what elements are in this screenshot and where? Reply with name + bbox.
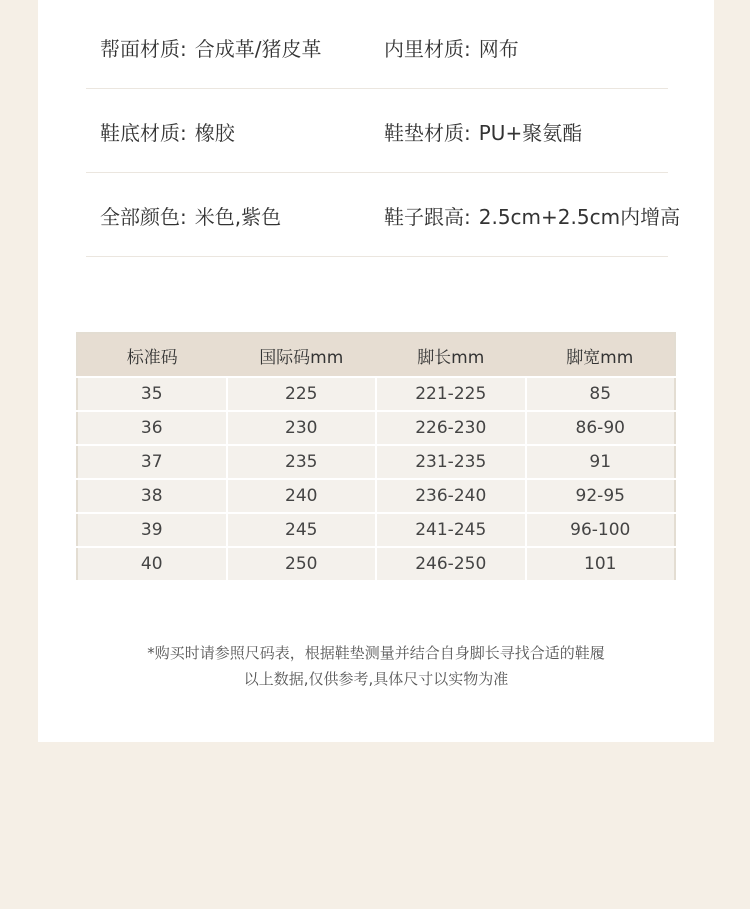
table-cell: 235 [227,445,377,479]
column-header: 脚长mm [376,333,526,377]
note-line: 以上数据,仅供参考,具体尺寸以实物为准 [243,670,509,688]
table-cell: 37 [77,445,227,479]
table-cell: 240 [227,479,377,513]
table-row [77,513,675,547]
table-cell: 92-95 [526,479,676,513]
table-cell: 39 [77,513,227,547]
table-header-row [77,333,675,377]
table-cell: 241-245 [376,513,526,547]
table-cell: 225 [227,377,377,411]
spec-sole-material [100,89,235,173]
spec-label: 全部颜色: [100,204,187,229]
column-header: 标准码 [77,333,227,377]
table-cell: 85 [526,377,676,411]
sizing-note [38,640,714,692]
table-row [77,377,675,411]
spec-value: 合成革/猪皮革 [194,36,322,61]
size-chart-table [76,332,676,582]
table-cell: 231-235 [376,445,526,479]
table-row [77,479,675,513]
spec-row-sole [86,89,668,173]
table-cell: 38 [77,479,227,513]
spec-upper-material [100,5,322,89]
spec-label: 内里材质: [384,36,471,61]
table-cell: 101 [526,547,676,581]
table-cell: 96-100 [526,513,676,547]
table-cell: 35 [77,377,227,411]
column-header: 国际码mm [227,333,377,377]
spec-label: 帮面材质: [100,36,187,61]
table-cell: 91 [526,445,676,479]
product-info-panel [38,0,714,742]
column-header: 脚宽mm [526,333,676,377]
spec-value: 米色,紫色 [194,204,282,229]
table-cell: 246-250 [376,547,526,581]
spec-label: 鞋子跟高: [384,204,471,229]
table-cell: 86-90 [526,411,676,445]
spec-insole-material [384,89,582,173]
spec-label: 鞋垫材质: [384,120,471,145]
table-cell: 230 [227,411,377,445]
table-cell: 236-240 [376,479,526,513]
table-row [77,547,675,581]
spec-value: 2.5cm+2.5cm内增高 [478,204,681,229]
spec-label: 鞋底材质: [100,120,187,145]
table-cell: 226-230 [376,411,526,445]
table-cell: 250 [227,547,377,581]
spec-value: 橡胶 [194,120,235,145]
table-row [77,445,675,479]
spec-colors [100,173,281,257]
spec-heel-height [384,173,680,257]
spec-value: 网布 [478,36,519,61]
table-cell: 36 [77,411,227,445]
spec-value: PU+聚氨酯 [478,120,583,145]
spec-row-material [86,5,668,89]
spec-lining-material [384,5,519,89]
table-row [77,411,675,445]
table-cell: 221-225 [376,377,526,411]
table-cell: 40 [77,547,227,581]
table-cell: 245 [227,513,377,547]
spec-row-color [86,173,681,257]
note-line: *购买时请参照尺码表，根据鞋垫测量并结合自身脚长寻找合适的鞋履 [147,644,605,662]
